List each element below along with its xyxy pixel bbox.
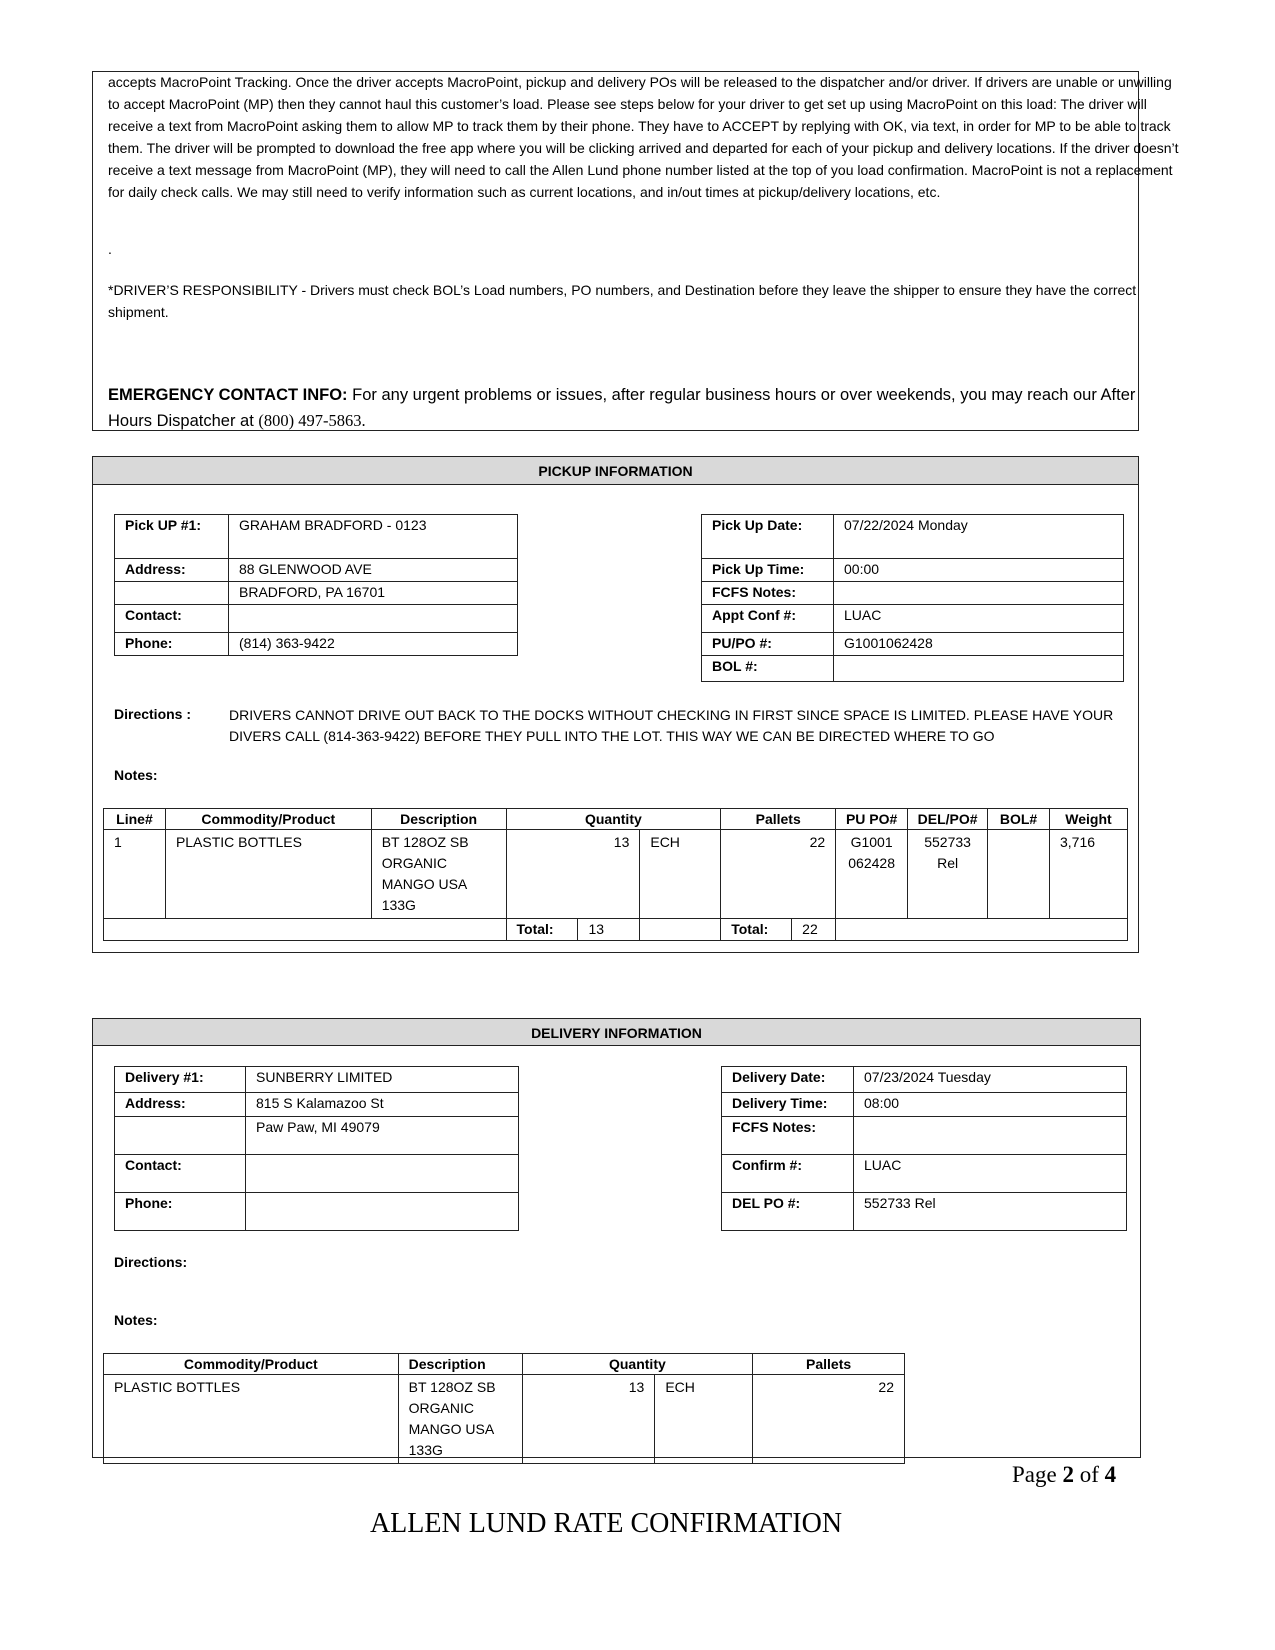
del-col-quantity-header: Quantity bbox=[522, 1354, 753, 1375]
total-qty-value: 13 bbox=[578, 919, 640, 941]
delivery-confirm-value: LUAC bbox=[854, 1155, 1127, 1193]
emergency-text: For any urgent problems or issues, after regular business hours or over weekends, you may reach our After Hours Dispatcher at bbox=[108, 386, 1136, 430]
pickup-bol-value bbox=[834, 656, 1124, 682]
delivery-contact-label: Contact: bbox=[115, 1155, 246, 1193]
delivery-right-table bbox=[721, 1066, 1127, 1231]
pickup-address-line1: 88 GLENWOOD AVE bbox=[229, 559, 518, 582]
pickup-directions-label: Directions : bbox=[114, 706, 192, 722]
pickup-address-label: Address: bbox=[115, 559, 229, 582]
totals-blank bbox=[104, 919, 507, 941]
delivery-fcfs-label: FCFS Notes: bbox=[722, 1117, 854, 1155]
total-unit-blank bbox=[640, 919, 721, 941]
delivery-po-value: 552733 Rel bbox=[854, 1193, 1127, 1231]
delivery-commodity-table bbox=[103, 1353, 905, 1464]
delivery-po-label: DEL PO #: bbox=[722, 1193, 854, 1231]
pickup-section-title: PICKUP INFORMATION bbox=[93, 457, 1138, 485]
row-pallets: 22 bbox=[721, 830, 836, 919]
page-of: of bbox=[1079, 1462, 1099, 1487]
total-qty-label: Total: bbox=[506, 919, 578, 941]
delivery-left-table bbox=[114, 1066, 519, 1231]
pickup-contact-value bbox=[229, 605, 518, 633]
emergency-period: . bbox=[361, 411, 366, 430]
row-commodity: PLASTIC BOTTLES bbox=[165, 830, 371, 919]
description-line: ORGANIC bbox=[381, 855, 448, 871]
pickup-notes-label: Notes: bbox=[114, 767, 158, 783]
del-col-commodity-header: Commodity/Product bbox=[104, 1354, 399, 1375]
description-line: BT 128OZ SB bbox=[381, 834, 469, 850]
del-row-unit: ECH bbox=[655, 1375, 753, 1464]
emergency-phone: (800) 497-5863 bbox=[258, 411, 362, 430]
pickup-right-table bbox=[701, 514, 1124, 682]
emergency-contact-info bbox=[108, 383, 1183, 434]
col-bol-header: BOL# bbox=[988, 809, 1050, 830]
document-title: ALLEN LUND RATE CONFIRMATION bbox=[369, 1508, 843, 1539]
driver-responsibility-text: *DRIVER’S RESPONSIBILITY - Drivers must check BOL’s Load numbers, PO numbers, and Destination before they leave the shipper to ensure they have the correct shipment. bbox=[108, 282, 1137, 320]
delivery-time-value: 08:00 bbox=[854, 1093, 1127, 1117]
row-quantity: 13 bbox=[506, 830, 640, 919]
pickup-left-table bbox=[114, 514, 518, 656]
pickup-fcfs-label: FCFS Notes: bbox=[702, 582, 834, 605]
delivery-address-label: Address: bbox=[115, 1093, 246, 1117]
delivery-notes-label: Notes: bbox=[114, 1312, 158, 1328]
pickup-commodity-table bbox=[103, 808, 1128, 941]
row-unit: ECH bbox=[640, 830, 721, 919]
pickup-directions-text: DRIVERS CANNOT DRIVE OUT BACK TO THE DOCKS WITHOUT CHECKING IN FIRST SINCE SPACE IS LIMITED. PLEASE HAVE YOUR DIVERS CALL (814-363-9422) BEFORE THEY PULL INTO THE LOT. THIS WAY WE CAN BE DIRECTED WHERE TO GO bbox=[229, 707, 1114, 744]
pu-po-line: 062428 bbox=[848, 855, 895, 871]
del-row-commodity: PLASTIC BOTTLES bbox=[104, 1375, 399, 1464]
pickup-appt-value: LUAC bbox=[834, 605, 1124, 633]
pickup-po-label: PU/PO #: bbox=[702, 633, 834, 656]
pickup-appt-label: Appt Conf #: bbox=[702, 605, 834, 633]
macropoint-paragraph: accepts MacroPoint Tracking. Once the driver accepts MacroPoint, pickup and delivery POs will be released to the dispatcher and/or driver. If drivers are unable or unwilling to accept MacroPoint (MP) then they cannot haul this customer’s load. Please see steps below for your driver to get set up using MacroPoint on this load: The driver will receive a text from MacroPoint asking them to allow MP to track them by their phone. They have to ACCEPT by replying with OK, via text, in order for MP to be able to track them. The driver will be prompted to download the free app where you will be clicking arrived and departed for each of your pickup and delivery locations. If the driver doesn’t receive a text message from MacroPoint (MP), they will need to call the Allen Lund phone number listed at the top of you load confirmation. MacroPoint is not a replacement for daily check calls. We may still need to verify information such as current locations, and in/out times at pickup/delivery locations, etc. bbox=[108, 74, 1179, 200]
page-total: 4 bbox=[1104, 1462, 1117, 1487]
col-weight-header: Weight bbox=[1050, 809, 1128, 830]
pu-po-line: G1001 bbox=[850, 834, 893, 850]
del-po-line: Rel bbox=[937, 855, 959, 871]
delivery-contact-value bbox=[246, 1155, 519, 1193]
del-po-line: 552733 bbox=[924, 834, 971, 850]
total-pallets-value: 22 bbox=[792, 919, 836, 941]
col-quantity-header: Quantity bbox=[506, 809, 721, 830]
row-line: 1 bbox=[104, 830, 166, 919]
pickup-time-value: 00:00 bbox=[834, 559, 1124, 582]
delivery-address-blank bbox=[115, 1117, 246, 1155]
delivery-number-label: Delivery #1: bbox=[115, 1067, 246, 1093]
row-pu-po bbox=[836, 830, 908, 919]
pickup-time-label: Pick Up Time: bbox=[702, 559, 834, 582]
description-line: BT 128OZ SB bbox=[408, 1379, 496, 1395]
del-row-description bbox=[398, 1375, 522, 1464]
totals-tail-blank bbox=[836, 919, 1128, 941]
row-weight: 3,716 bbox=[1050, 830, 1128, 919]
pickup-phone-value: (814) 363-9422 bbox=[229, 633, 518, 656]
pickup-number-value: GRAHAM BRADFORD - 0123 bbox=[229, 515, 518, 559]
page-number bbox=[1012, 1462, 1116, 1488]
description-line: MANGO USA bbox=[408, 1421, 495, 1437]
del-row-quantity: 13 bbox=[522, 1375, 655, 1464]
delivery-time-label: Delivery Time: bbox=[722, 1093, 854, 1117]
delivery-address-line2: Paw Paw, MI 49079 bbox=[246, 1117, 519, 1155]
col-line-header: Line# bbox=[104, 809, 166, 830]
delivery-directions-label: Directions: bbox=[114, 1254, 188, 1270]
pickup-date-value: 07/22/2024 Monday bbox=[834, 515, 1124, 559]
delivery-address-line1: 815 S Kalamazoo St bbox=[246, 1093, 519, 1117]
pickup-po-value: G1001062428 bbox=[834, 633, 1124, 656]
pickup-date-label: Pick Up Date: bbox=[702, 515, 834, 559]
page-prefix: Page bbox=[1012, 1462, 1057, 1487]
delivery-date-label: Delivery Date: bbox=[722, 1067, 854, 1093]
pickup-address-line2: BRADFORD, PA 16701 bbox=[229, 582, 518, 605]
delivery-section-title: DELIVERY INFORMATION bbox=[93, 1019, 1140, 1046]
description-line: ORGANIC bbox=[408, 1400, 474, 1416]
row-bol bbox=[988, 830, 1050, 919]
pickup-fcfs-value bbox=[834, 582, 1124, 605]
col-pallets-header: Pallets bbox=[721, 809, 836, 830]
page-current: 2 bbox=[1062, 1462, 1074, 1487]
del-col-description-header: Description bbox=[398, 1354, 522, 1375]
del-col-pallets-header: Pallets bbox=[753, 1354, 905, 1375]
del-row-pallets: 22 bbox=[753, 1375, 905, 1464]
notice-dot: . bbox=[108, 241, 112, 257]
table-row bbox=[104, 1375, 905, 1464]
row-del-po bbox=[908, 830, 988, 919]
col-description-header: Description bbox=[371, 809, 506, 830]
pickup-number-label: Pick UP #1: bbox=[115, 515, 229, 559]
pickup-address-blank bbox=[115, 582, 229, 605]
col-del-po-header: DEL/PO# bbox=[908, 809, 988, 830]
pickup-contact-label: Contact: bbox=[115, 605, 229, 633]
delivery-phone-value bbox=[246, 1193, 519, 1231]
table-row bbox=[104, 830, 1128, 919]
delivery-confirm-label: Confirm #: bbox=[722, 1155, 854, 1193]
delivery-fcfs-value bbox=[854, 1117, 1127, 1155]
row-description bbox=[371, 830, 506, 919]
col-commodity-header: Commodity/Product bbox=[165, 809, 371, 830]
delivery-phone-label: Phone: bbox=[115, 1193, 246, 1231]
pickup-phone-label: Phone: bbox=[115, 633, 229, 656]
description-line: MANGO USA bbox=[381, 876, 468, 892]
delivery-date-value: 07/23/2024 Tuesday bbox=[854, 1067, 1127, 1093]
pickup-bol-label: BOL #: bbox=[702, 656, 834, 682]
total-pallets-label: Total: bbox=[721, 919, 792, 941]
description-line: 133G bbox=[408, 1442, 443, 1458]
col-pu-po-header: PU PO# bbox=[836, 809, 908, 830]
description-line: 133G bbox=[381, 897, 416, 913]
emergency-label: EMERGENCY CONTACT INFO: bbox=[108, 386, 348, 404]
delivery-number-value: SUNBERRY LIMITED bbox=[246, 1067, 519, 1093]
